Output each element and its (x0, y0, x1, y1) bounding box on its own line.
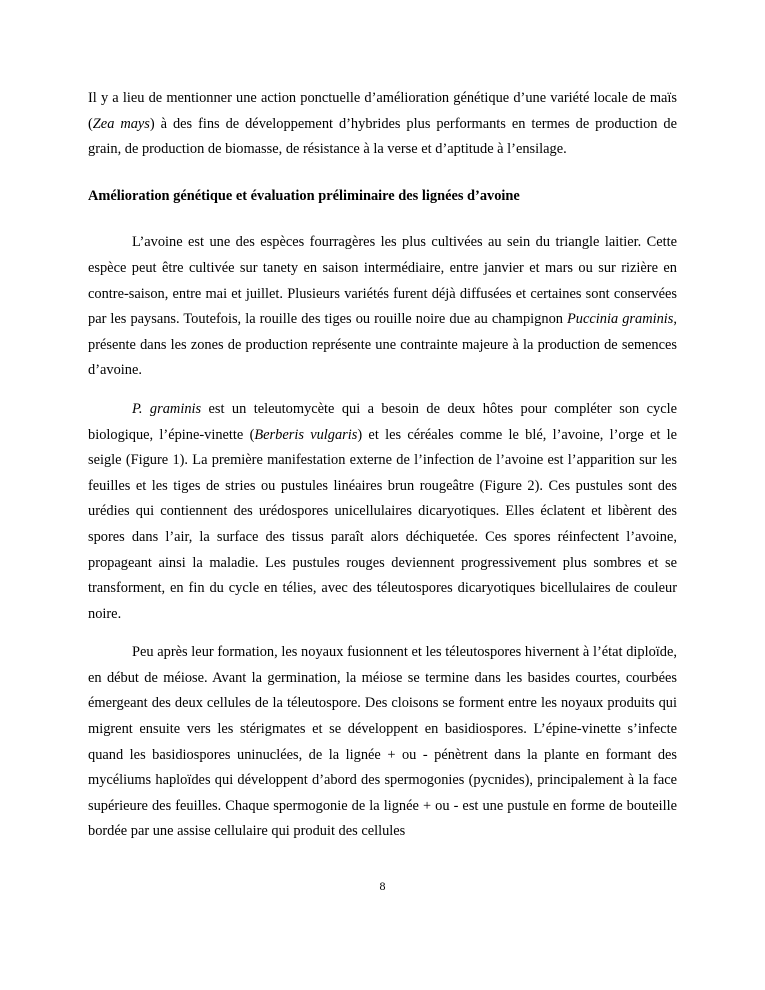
paragraph-graminis-text-1: est un teleutomycète qui a besoin de deux hôtes pour compléter son cycle biologique, l’épine-vinette ( (88, 400, 677, 443)
paragraph-graminis-host: Berberis vulgaris (254, 426, 358, 443)
paragraph-maize-species: Zea mays (92, 115, 150, 132)
document-page (88, 86, 677, 845)
paragraph-maize (88, 86, 677, 163)
paragraph-graminis (88, 397, 677, 627)
paragraph-oat-species: Puccinia graminis (567, 311, 674, 328)
paragraph-teleutospores: Peu après leur formation, les noyaux fusionnent et les téleutospores hivernent à l’état diploïde, en début de méiose. Avant la germination, la méiose se termine dans les basides courtes, courbées émergeant des deux cellules de la téleutospore. Des cloisons se forment entre les noyaux produits qui migrent ensuite vers les stérigmates et se développent en basidiospores. L’épine-vinette s’infecte quand les basidiospores uninuclées, de la lignée + ou - pénètrent dans la plante en formant des mycéliums haploïdes qui développent d’abord des spermogonies (pycnides), principalement à la face supérieure des feuilles. Chaque spermogonie de la lignée + ou - est une pustule en forme de bouteille bordée par une assise cellulaire qui produit des cellules (88, 644, 677, 840)
paragraph-oat-text-2: , présente dans les zones de production représente une contrainte majeure à la production de semences d’avoine. (88, 311, 677, 379)
section-heading: Amélioration génétique et évaluation préliminaire des lignées d’avoine (88, 187, 520, 204)
paragraph-maize-text-1: Il y a lieu de mentionner une action ponctuelle d’amélioration génétique d’une variété locale de maïs ( (88, 90, 677, 132)
paragraph-graminis-species: P. graminis (132, 400, 202, 417)
paragraph-oat (88, 230, 677, 384)
paragraph-oat-text-1: L’avoine est une des espèces fourragères les plus cultivées au sein du triangle laitier. Cette espèce peut être cultivée sur tanety en saison intermédiaire, entre janvier et mars ou sur rizière en contre-saison, entre mai et juillet. Plusieurs variétés furent déjà diffusées et certaines sont conservées par les paysans. Toutefois, la rouille des tiges ou rouille noire due au champignon (88, 234, 677, 328)
paragraph-maize-text-2: ) à des fins de développement d’hybrides plus performants en termes de production de grain, de production de biomasse, de résistance à la verse et d’aptitude à l’ensilage. (88, 115, 678, 158)
paragraph-graminis-text-2: ) et les céréales comme le blé, l’avoine, l’orge et le seigle (Figure 1). La première manifestation externe de l’infection de l’avoine est l’apparition sur les feuilles et les tiges de stries ou pustules linéaires brun rougeâtre (Figure 2). Ces pustules sont des urédies qui contiennent des urédospores unicellulaires dicaryotiques. Elles éclatent et libèrent des spores dans l’air, la surface des tissus paraît alors déchiquetée. Ces spores réinfectent l’avoine, propageant ainsi la maladie. Les pustules rouges deviennent progressivement plus sombres et se transforment, en fin du cycle en télies, avec des téleutospores dicaryotiques bicellulaires de couleur noire. (88, 426, 678, 622)
page-number: 8 (379, 879, 386, 893)
